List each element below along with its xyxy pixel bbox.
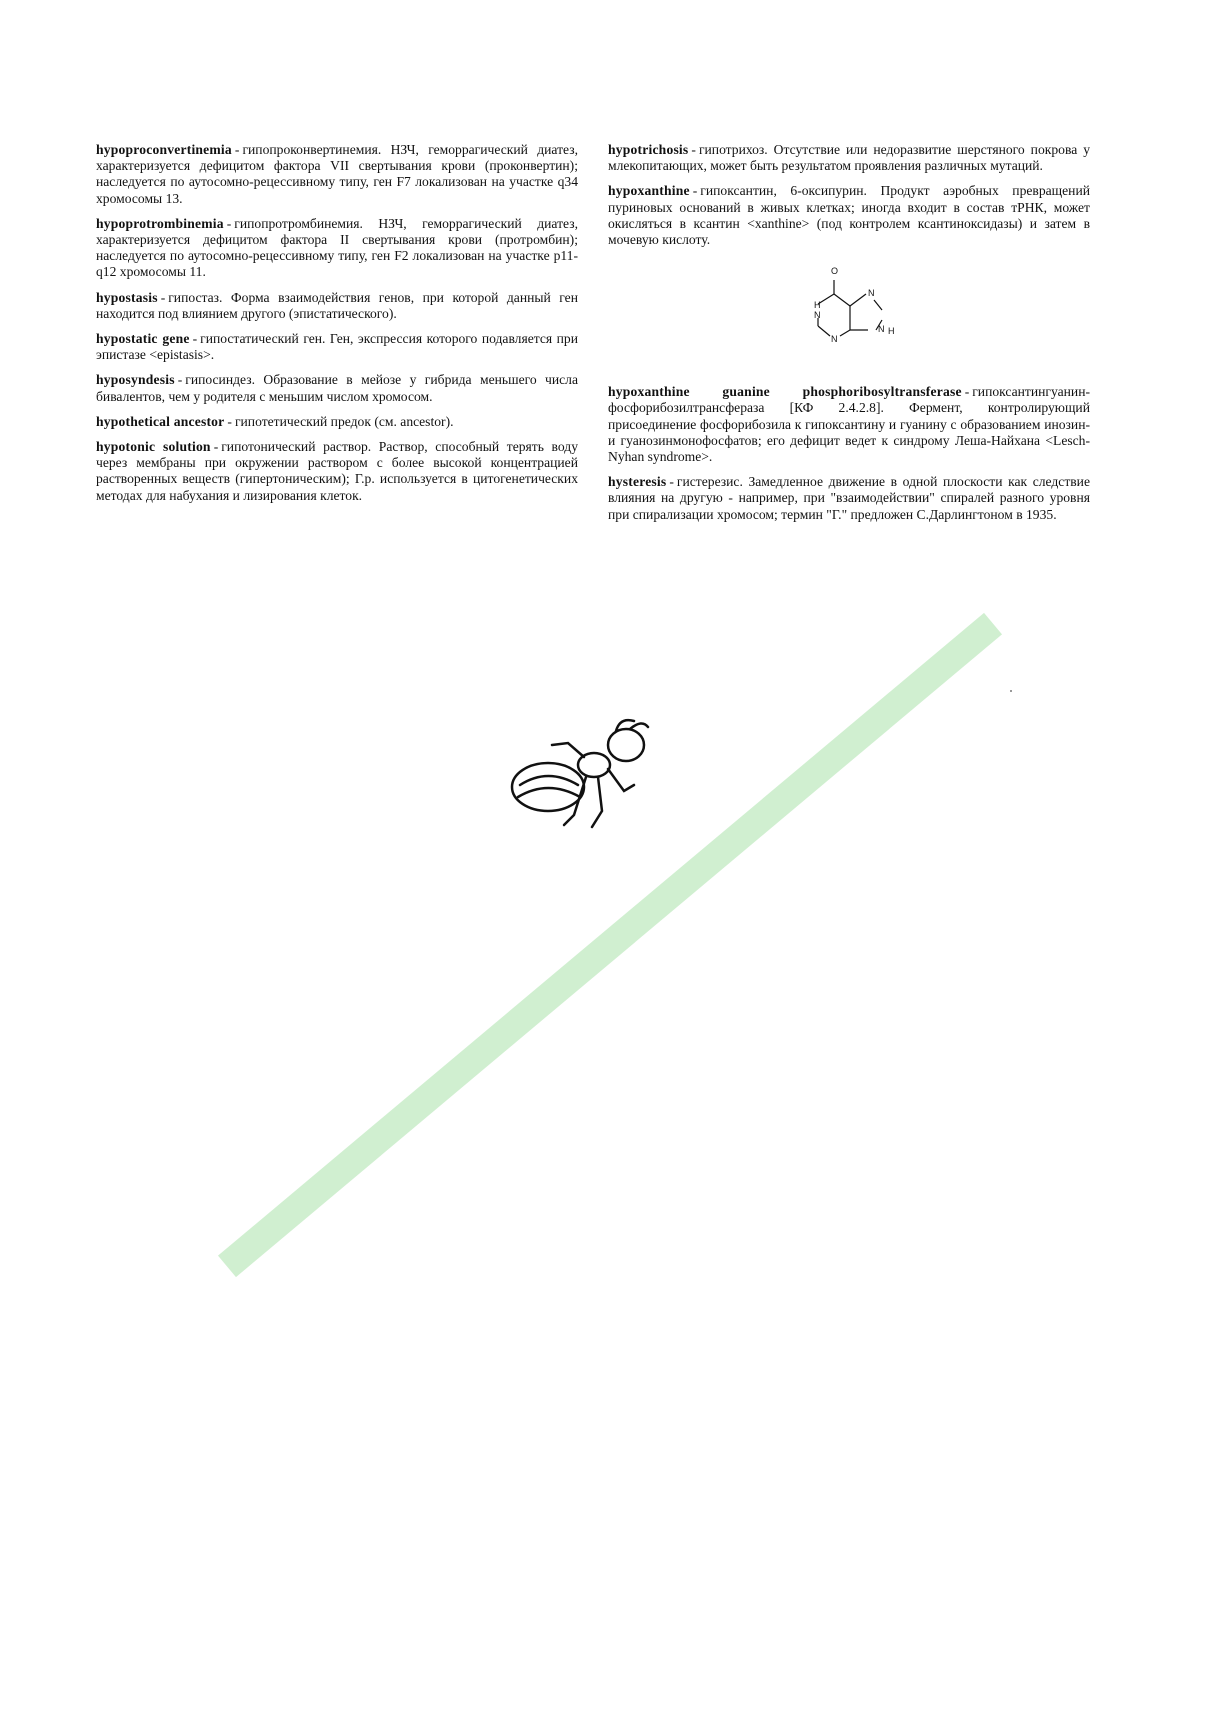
ant-head bbox=[608, 729, 644, 761]
entry-separator: - bbox=[192, 331, 198, 347]
entry-term: hypothetical ancestor bbox=[96, 413, 225, 429]
entry-separator: - bbox=[177, 372, 183, 388]
atom-label: N bbox=[868, 288, 875, 299]
ant-leg bbox=[592, 777, 602, 827]
entry-separator: - bbox=[227, 413, 232, 429]
atom-label: N bbox=[831, 334, 838, 345]
ring-bond bbox=[850, 294, 866, 306]
entry-term: hypoprotrombinemia bbox=[96, 215, 224, 231]
ring-bond bbox=[874, 300, 882, 310]
ant-leg bbox=[552, 743, 584, 757]
entry-separator: - bbox=[234, 142, 240, 157]
entry-term: hypostasis bbox=[96, 289, 158, 305]
ring-bond bbox=[834, 294, 850, 306]
atom-label: N bbox=[814, 310, 821, 321]
entry-separator: - bbox=[669, 474, 674, 490]
dictionary-entry bbox=[608, 474, 1090, 523]
entry-definition: гипоксантин, 6-оксипурин. Продукт аэробных превращений пуриновых оснований в живых клетках; иногда входит в состав тРНК, может окисляться в ксантин <xanthine> (под контролем ксантиноксидазы) и затем в мочевую кислоту. bbox=[608, 183, 1090, 248]
ring-bond bbox=[818, 326, 830, 336]
entry-definition: гипотетический предок (см. ancestor). bbox=[234, 413, 454, 429]
entry-term: hypoxanthine bbox=[608, 183, 690, 199]
entry-definition: гипостатический ген. Ген, экспрессия которого подавляется при эпистазе <epistasis>. bbox=[96, 331, 578, 363]
atom-label: N bbox=[878, 324, 885, 335]
ant-antenna bbox=[630, 723, 648, 729]
ant-stripe bbox=[520, 776, 578, 785]
entry-term: hypostatic gene bbox=[96, 331, 190, 347]
hypoxanthine-formula-svg bbox=[788, 262, 908, 362]
ant-illustration bbox=[508, 715, 658, 845]
entry-term: hypotrichosis bbox=[608, 142, 689, 157]
entry-term: hysteresis bbox=[608, 474, 667, 490]
entry-term: hypotonic solution bbox=[96, 439, 211, 455]
speck bbox=[1010, 690, 1012, 692]
entry-separator: - bbox=[691, 142, 696, 157]
dictionary-entry bbox=[608, 142, 1090, 174]
ring-bond bbox=[840, 330, 850, 336]
ant-leg bbox=[608, 769, 634, 791]
dictionary-entry bbox=[608, 384, 1090, 465]
entry-definition: гипопротромбинемия. НЗЧ, геморрагический диатез, характеризуется дефицитом фактора II свертывания крови (протромбин); наследуется по аутосомно-рецессивному типу, ген F2 локализован на участке p11-q12 хромосомы 11. bbox=[96, 215, 578, 280]
dictionary-entry bbox=[96, 331, 578, 363]
entry-separator: - bbox=[213, 439, 219, 455]
entry-definition: гипотонический раствор. Раствор, способный терять воду через мембраны при окружении раствором с более высокой концентрацией растворенных веществ (гипертоническим); Г.р. используется в цитогенетических методах для набухания и лизирования клеток. bbox=[96, 439, 578, 503]
dictionary-entry bbox=[96, 290, 578, 322]
hypoxanthine-structural-formula bbox=[788, 262, 908, 362]
right-column bbox=[608, 142, 1090, 532]
left-column bbox=[96, 142, 578, 513]
entry-definition: гипоксантингуанин-фосфорибозилтрансфераза [КФ 2.4.2.8]. Фермент, контролирующий присоединение фосфорибозила к гипоксантину и гуанину с образованием инозин- и гуанозинмонофосфатов; его дефицит ведет к синдрому Леша-Найхана <Lesch-Nyhan syndrome>. bbox=[608, 384, 1090, 465]
watermark-band bbox=[218, 613, 1002, 1277]
entry-separator: - bbox=[226, 215, 232, 231]
dictionary-entry bbox=[96, 216, 578, 281]
dictionary-entry bbox=[96, 439, 578, 504]
dictionary-entry bbox=[608, 183, 1090, 248]
dictionary-entry bbox=[96, 414, 578, 430]
entry-term: hypoproconvertinemia bbox=[96, 142, 232, 157]
entry-separator: - bbox=[160, 289, 166, 305]
ant-stripe bbox=[518, 788, 580, 797]
entry-separator: - bbox=[692, 183, 698, 199]
dictionary-entry bbox=[96, 142, 578, 207]
atom-label: O bbox=[831, 266, 839, 277]
entry-separator: - bbox=[964, 384, 970, 400]
entry-definition: гипопроконвертинемия. НЗЧ, геморрагический диатез, характеризуется дефицитом фактора VII свертывания крови (проконвертин); наследуется по аутосомно-рецессивному типу, ген F7 локализован на участке q34 хромосомы 13. bbox=[96, 142, 578, 206]
entry-term: hyposyndesis bbox=[96, 372, 175, 388]
atom-label: H bbox=[814, 300, 821, 311]
entry-term: hypoxanthine guanine phosphoribosyltransferase bbox=[608, 384, 962, 400]
entry-definition: гистерезис. Замедленное движение в одной плоскости как следствие влияния на другую - например, при "взаимодействии" спиралей разного уровня при спирализации хромосом; термин "Г." предложен С.Дарлингтоном в 1935. bbox=[608, 474, 1090, 522]
dictionary-entry bbox=[96, 372, 578, 404]
entry-definition: гипотрихоз. Отсутствие или недоразвитие шерстяного покрова у млекопитающих, может быть результатом проявления различных мутаций. bbox=[608, 142, 1090, 174]
atom-label: H bbox=[888, 326, 895, 337]
entry-definition: гипосиндез. Образование в мейозе у гибрида меньшего числа бивалентов, чем у родителя с меньшим числом хромосом. bbox=[96, 372, 578, 404]
entry-definition: гипостаз. Форма взаимодействия генов, при которой данный ген находится под влиянием другого (эпистатического). bbox=[96, 289, 578, 321]
